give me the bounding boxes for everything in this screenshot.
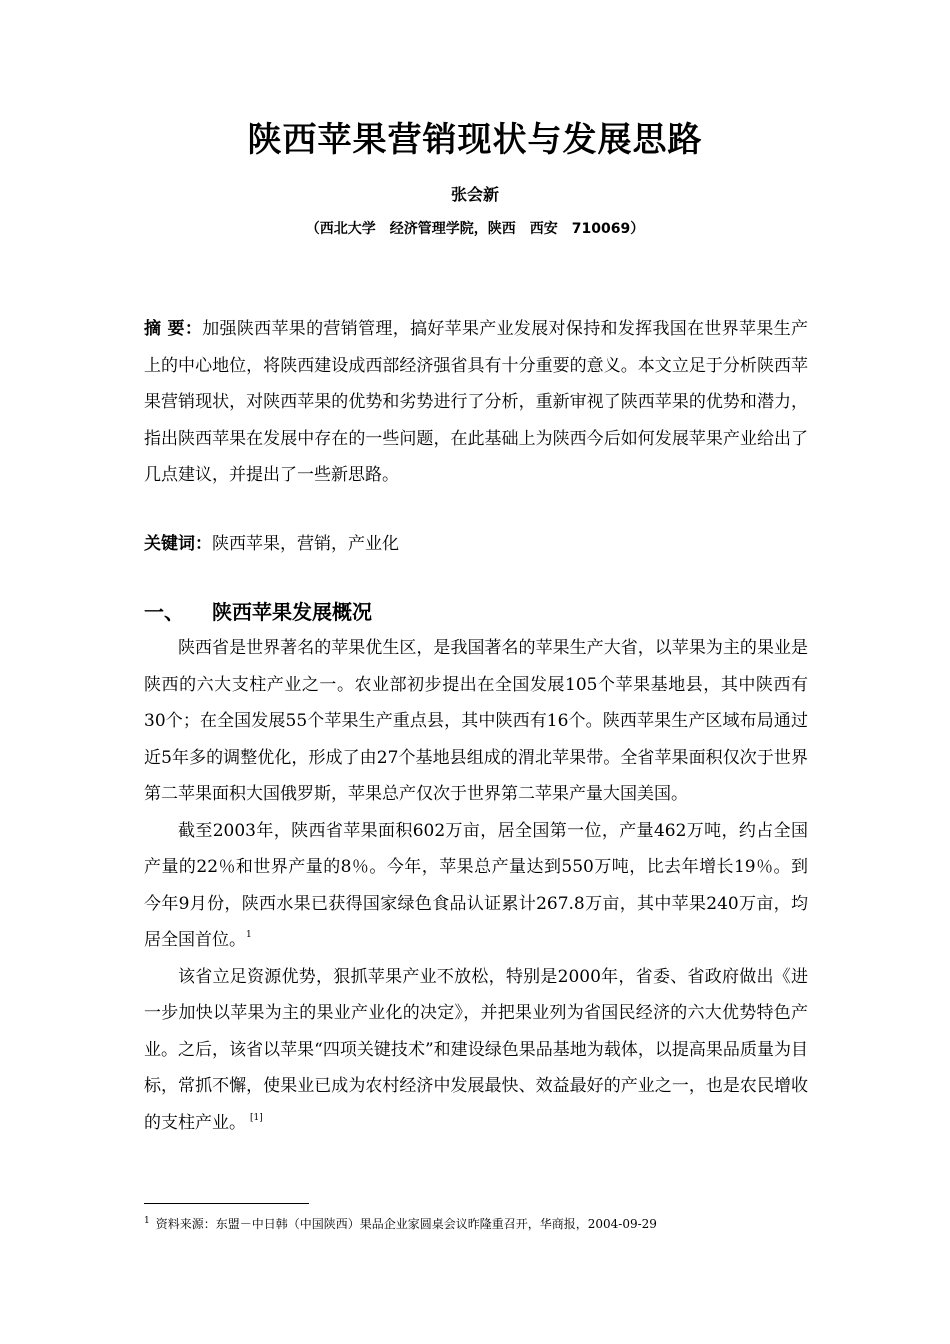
- footnote-separator: [144, 1203, 309, 1204]
- author-affiliation: （西北大学 经济管理学院，陕西 西安 710069）: [305, 221, 645, 237]
- paragraph: [144, 630, 808, 813]
- paragraph: [144, 959, 808, 1142]
- keywords: [144, 526, 808, 562]
- paper-title: 陕西苹果营销现状与发展思路: [247, 120, 703, 160]
- footnote-reference: 1: [246, 930, 252, 940]
- author-name: 张会新: [450, 185, 499, 204]
- footnote-text: 资料来源：东盟－中日韩（中国陕西）果品企业家圆桌会议昨隆重召开，华商报，2004-09-29: [155, 1217, 657, 1231]
- keywords-label: 关键词：: [144, 534, 212, 554]
- citation-reference: [1]: [250, 1112, 263, 1123]
- section-heading: [144, 594, 372, 630]
- keywords-text: 陕西苹果，营销，产业化: [212, 534, 399, 554]
- abstract: [144, 311, 808, 494]
- paragraph-text: 该省立足资源优势，狠抓苹果产业不放松，特别是2000年，省委、省政府做出《进一步加快以苹果为主的果业产业化的决定》，并把果业列为省国民经济的六大优势特色产业。之后，该省以苹果“四项关键技术”和建设绿色果品基地为载体，以提高果品质量为目标，常抓不懈，使果业已成为农村经济中发展最快、效益最好的产业之一，也是农民增收的支柱产业。: [144, 966, 808, 1133]
- section-title: 陕西苹果发展概况: [212, 600, 372, 624]
- abstract-label: 摘 要：: [144, 319, 203, 339]
- paragraph-text: 陕西省是世界著名的苹果优生区，是我国著名的苹果生产大省，以苹果为主的果业是陕西的六大支柱产业之一。农业部初步提出在全国发展105个苹果基地县，其中陕西有30个；在全国发展55个苹果生产重点县，其中陕西有16个。陕西苹果生产区域布局通过近5年多的调整优化，形成了由27个基地县组成的渭北苹果带。全省苹果面积仅次于世界第二苹果面积大国俄罗斯，苹果总产仅次于世界第二苹果产量大国美国。: [144, 638, 808, 804]
- abstract-text: 加强陕西苹果的营销管理，搞好苹果产业发展对保持和发挥我国在世界苹果生产上的中心地位，将陕西建设成西部经济强省具有十分重要的意义。本文立足于分析陕西苹果营销现状，对陕西苹果的优势和劣势进行了分析，重新审视了陕西苹果的优势和潜力，指出陕西苹果在发展中存在的一些问题，在此基础上为陕西今后如何发展苹果产业给出了几点建议，并提出了一些新思路。: [144, 319, 809, 485]
- section-body: [144, 630, 808, 1141]
- footnote-number: 1: [144, 1216, 150, 1226]
- paragraph-text: 截至2003年，陕西省苹果面积602万亩，居全国第一位，产量462万吨，约占全国产量的22％和世界产量的8％。今年，苹果总产量达到550万吨，比去年增长19％。到今年9月份，陕西水果已获得国家绿色食品认证累计267.8万亩，其中苹果240万亩，均居全国首位。: [144, 820, 808, 950]
- paragraph: [144, 813, 808, 959]
- section-number: 一、: [144, 600, 184, 624]
- footnote: [144, 1208, 844, 1237]
